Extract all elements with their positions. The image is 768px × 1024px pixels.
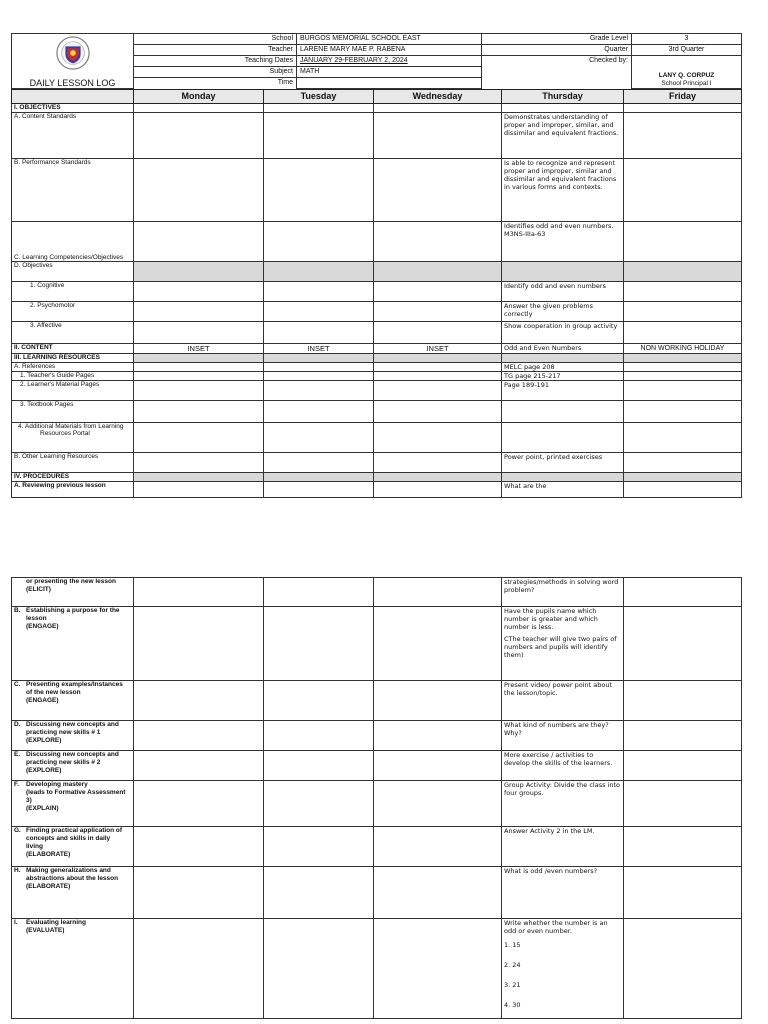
deped-seal-icon xyxy=(54,35,92,71)
additional-materials-line1: 4. Additional Materials from Learning xyxy=(18,423,124,430)
objectives-heading: I. OBJECTIVES xyxy=(12,104,134,113)
procedure-g-letter: G. xyxy=(14,827,21,834)
evaluation-item-4: 4. 30 xyxy=(504,1001,521,1009)
logo-cell xyxy=(12,34,134,89)
teacher-label: Teacher xyxy=(134,45,297,56)
learners-material-label: 2. Learner's Material Pages xyxy=(12,381,134,401)
grade-label: Grade Level xyxy=(482,34,632,45)
performance-standards-label: B. Performance Standards xyxy=(12,159,134,222)
evaluation-item-3: 3. 21 xyxy=(504,981,521,989)
procedure-f-thursday: Group Activity: Divide the class into four groups. xyxy=(502,781,624,827)
content-heading: II. CONTENT xyxy=(12,344,134,354)
quarter-value: 3rd Quarter xyxy=(632,45,742,56)
procedure-b-label xyxy=(12,607,134,681)
subject-label: Subject xyxy=(134,67,297,78)
lesson-table-p1 xyxy=(11,89,742,498)
procedure-f-label xyxy=(12,781,134,827)
day-wednesday: Wednesday xyxy=(374,90,502,104)
d-objectives-label: D. Objectives xyxy=(12,262,134,282)
other-resources-thursday: Power point, printed exercises xyxy=(502,453,624,473)
dates-label: Teaching Dates xyxy=(134,56,297,67)
procedure-c-text: Presenting examples/Instances of the new lesson (ENGAGE) xyxy=(26,681,123,704)
psychomotor-label: 2. Psychomotor xyxy=(12,302,134,322)
content-standards-label: A. Content Standards xyxy=(12,113,134,159)
procedure-c-label xyxy=(12,681,134,721)
day-monday: Monday xyxy=(134,90,264,104)
principal-title: School Principal I xyxy=(661,80,712,87)
day-friday: Friday xyxy=(624,90,742,104)
school-label: School xyxy=(134,34,297,45)
other-resources-label: B. Other Learning Resources xyxy=(12,453,134,473)
time-label: Time xyxy=(134,78,297,89)
teacher-value: LARENE MARY MAE P. RABENA xyxy=(297,45,482,56)
procedure-b-thursday xyxy=(502,607,624,681)
procedure-i-text: Evaluating learning (EVALUATE) xyxy=(26,919,86,934)
header-table xyxy=(11,33,742,89)
content-standards-thursday: Demonstrates understanding of proper and improper, similar, and dissimilar and equivalent fractions. xyxy=(502,113,624,159)
grade-value: 3 xyxy=(632,34,742,45)
textbook-label: 3. Textbook Pages xyxy=(12,401,134,423)
competencies-thursday: Identifies odd and even numbers. M3NS-IIIa-63 xyxy=(502,222,624,262)
teachers-guide-thursday: TG page 215-217 xyxy=(502,372,624,381)
competencies-label: C. Learning Competencies/Objectives xyxy=(12,222,134,262)
content-friday: NON WORKING HOLIDAY xyxy=(624,344,742,354)
procedure-c-letter: C. xyxy=(14,681,21,688)
procedures-heading: IV. PROCEDURES xyxy=(12,473,134,482)
additional-materials-line2: Resources Portal xyxy=(40,430,90,437)
learners-material-thursday: Page 189-191 xyxy=(502,381,624,401)
procedure-b-letter: B. xyxy=(14,607,21,614)
procedure-d-thursday: What kind of numbers are they? Why? xyxy=(502,721,624,751)
evaluation-item-1: 1. 15 xyxy=(504,941,521,949)
procedure-i-label xyxy=(12,919,134,1019)
procedure-d-label xyxy=(12,721,134,751)
procedure-i-letter: I. xyxy=(14,919,18,926)
procedure-a-continued: or presenting the new lesson (ELICIT) xyxy=(12,578,134,607)
procedure-b-text: Establishing a purpose for the lesson (ENGAGE) xyxy=(26,607,120,630)
procedure-h-text: Making generalizations and abstractions about the lesson (ELABORATE) xyxy=(26,867,119,890)
procedure-h-thursday: What is odd /even numbers? xyxy=(502,867,624,919)
procedure-h-letter: H. xyxy=(14,867,21,874)
procedure-c-thursday: Present video/ power point about the lesson/topic. xyxy=(502,681,624,721)
day-tuesday: Tuesday xyxy=(264,90,374,104)
procedure-d-letter: D. xyxy=(14,721,21,728)
additional-materials-label xyxy=(12,423,134,453)
resources-heading: III. LEARNING RESOURCES xyxy=(12,354,134,363)
time-value xyxy=(297,78,482,89)
page-1 xyxy=(11,33,741,498)
quarter-label: Quarter xyxy=(482,45,632,56)
psychomotor-thursday: Answer the given problems correctly xyxy=(502,302,624,322)
affective-label: 3. Affective xyxy=(12,322,134,344)
procedure-a-thursday-cont: strategies/methods in solving word problem? xyxy=(502,578,624,607)
procedure-e-letter: E. xyxy=(14,751,21,758)
procedure-f-text: Developing mastery (leads to Formative Assessment 3) (EXPLAIN) xyxy=(26,781,126,812)
procedure-g-thursday: Answer Activity 2 in the LM. xyxy=(502,827,624,867)
procedure-a-thursday: What are the xyxy=(502,482,624,498)
procedure-e-thursday: More exercise / activities to develop the skills of the learners. xyxy=(502,751,624,781)
principal-name: LANY Q. CORPUZ xyxy=(658,72,715,79)
procedure-e-text: Discussing new concepts and practicing new skills # 2 (EXPLORE) xyxy=(26,751,119,774)
day-thursday: Thursday xyxy=(502,90,624,104)
evaluation-item-2: 2. 24 xyxy=(504,961,521,969)
procedure-a-label: A. Reviewing previous lesson xyxy=(12,482,134,498)
performance-standards-thursday: Is able to recognize and represent proper and improper, similar and dissimilar and equivalent fractions in various forms and contexts. xyxy=(502,159,624,222)
subject-value: MATH xyxy=(297,67,482,78)
content-tuesday: INSET xyxy=(264,344,374,354)
content-monday: INSET xyxy=(134,344,264,354)
procedure-f-letter: F. xyxy=(14,781,20,788)
dates-value: JANUARY 29-FEBRUARY 2, 2024 xyxy=(297,56,482,67)
procedure-g-label xyxy=(12,827,134,867)
blank-header xyxy=(12,90,134,104)
lesson-table-p2 xyxy=(11,577,742,1019)
references-thursday: MELC page 208 xyxy=(502,363,624,372)
content-thursday: Odd and Even Numbers xyxy=(502,344,624,354)
content-wednesday: INSET xyxy=(374,344,502,354)
document-title: DAILY LESSON LOG xyxy=(29,77,116,88)
procedure-h-label xyxy=(12,867,134,919)
checked-by-label: Checked by: xyxy=(482,56,632,89)
page-2 xyxy=(11,577,741,1019)
school-value: BURGOS MEMORIAL SCHOOL EAST xyxy=(297,34,482,45)
cognitive-label: 1. Cognitive xyxy=(12,282,134,302)
affective-thursday: Show cooperation in group activity xyxy=(502,322,624,344)
teachers-guide-label: 1. Teacher's Guide Pages xyxy=(12,372,134,381)
procedure-d-text: Discussing new concepts and practicing new skills # 1 (EXPLORE) xyxy=(26,721,119,744)
procedure-b-thursday-1: Have the pupils name which number is greater and which number is less. xyxy=(504,607,598,631)
principal-cell xyxy=(632,56,742,89)
procedure-e-label xyxy=(12,751,134,781)
references-label: A. References xyxy=(12,363,134,372)
evaluation-instruction: Write whether the number is an odd or even number. xyxy=(504,919,608,935)
procedure-b-thursday-2: CThe teacher will give two pairs of numbers and pupils will identify them) xyxy=(504,635,617,659)
procedure-g-text: Finding practical application of concepts and skills in daily living (ELABORATE) xyxy=(26,827,123,858)
procedure-i-thursday xyxy=(502,919,624,1019)
day-header-row xyxy=(12,90,742,104)
cognitive-thursday: Identify odd and even numbers xyxy=(502,282,624,302)
